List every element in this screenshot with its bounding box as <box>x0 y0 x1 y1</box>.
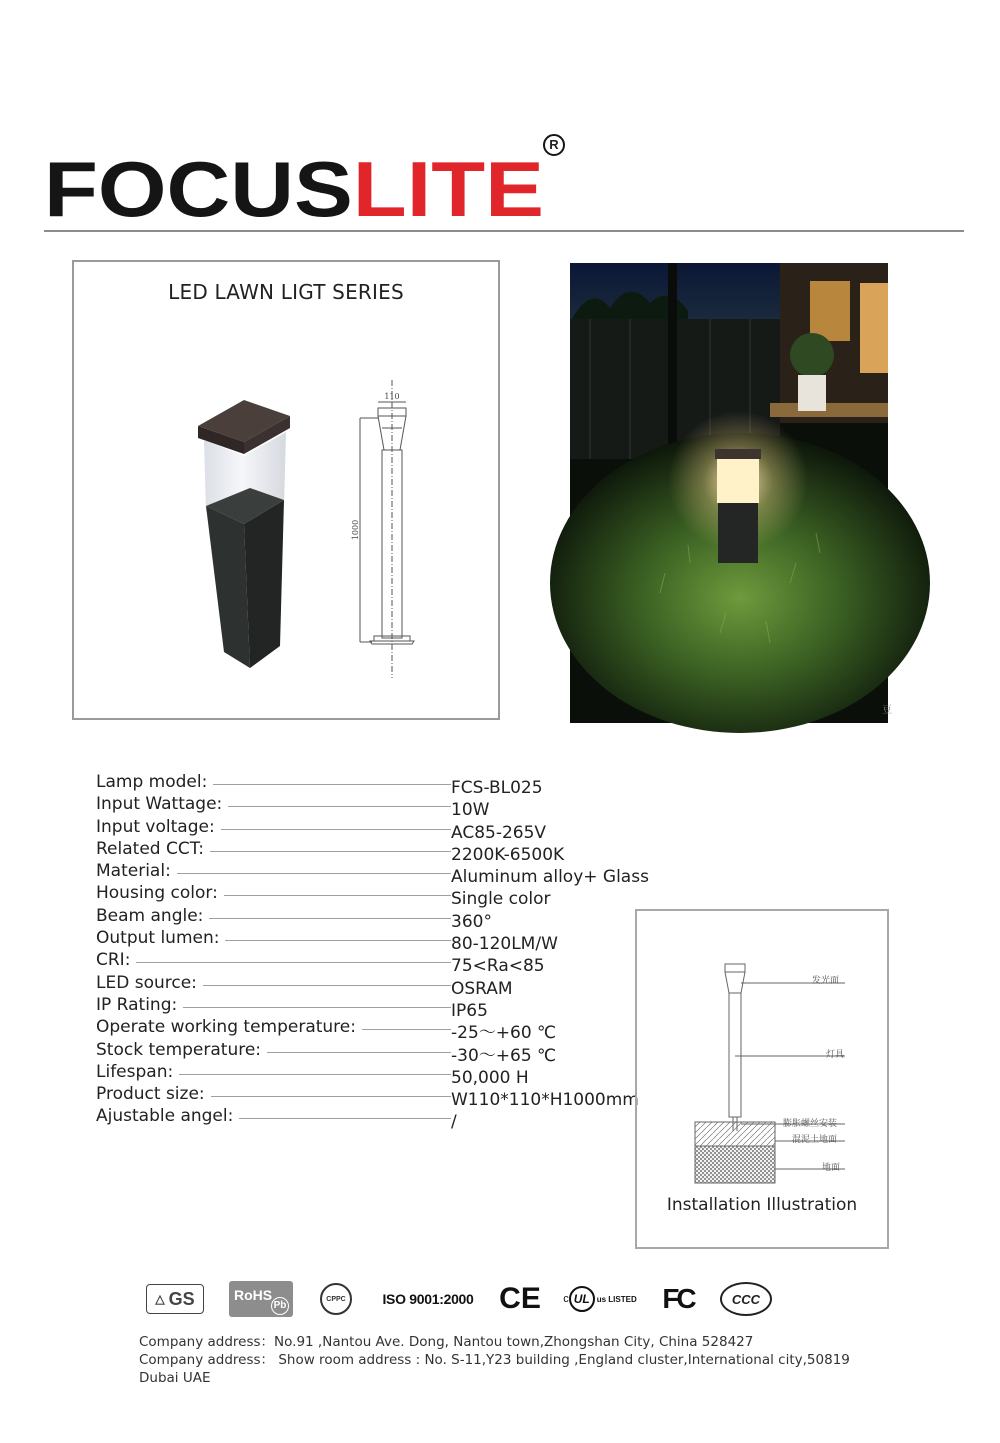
spec-leader-line <box>136 962 451 963</box>
lamp-render-image <box>194 396 294 672</box>
dim-width-label: 110 <box>384 392 400 401</box>
spec-value: Single color <box>451 889 551 910</box>
spec-row <box>96 882 656 910</box>
spec-label: Beam angle: <box>96 905 204 926</box>
spec-label: Lamp model: <box>96 772 208 792</box>
installation-caption: Installation Illustration <box>666 1195 858 1215</box>
spec-list <box>96 771 656 1133</box>
company-address-line-1: Company address：No.91 ,Nantou Ave. Dong, Nantou town,Zhongshan City, China 528427 <box>139 1334 754 1350</box>
spec-row <box>96 949 656 977</box>
rohs-cert-icon: RoHS Pb <box>228 1278 294 1320</box>
spec-label: Related CCT: <box>96 838 204 859</box>
spec-row <box>96 1016 656 1044</box>
spec-value: OSRAM <box>451 978 513 999</box>
spec-leader-line <box>213 784 451 785</box>
spec-label: IP Rating: <box>96 994 178 1015</box>
spec-value: W110*110*H1000mm <box>451 1090 639 1111</box>
footer-addresses <box>139 1333 879 1387</box>
spec-leader-line <box>228 806 451 807</box>
label-concrete-ground: 混泥土地面 <box>792 1135 838 1145</box>
spec-row <box>96 793 656 821</box>
spec-value: / <box>451 1112 457 1133</box>
svg-text:豆: 豆 <box>882 705 892 716</box>
label-ground: 地面 <box>822 1163 841 1173</box>
header-divider <box>44 230 964 232</box>
spec-row <box>96 972 656 999</box>
spec-label: Output lumen: <box>96 928 220 949</box>
registered-mark-icon: R <box>543 134 565 156</box>
spec-leader-line <box>203 985 451 986</box>
spec-row <box>96 838 656 865</box>
spec-value: IP65 <box>451 1000 488 1021</box>
spec-leader-line <box>225 940 451 941</box>
ul-cert-icon: c UL us LISTED <box>560 1278 640 1320</box>
spec-label: Product size: <box>96 1084 205 1105</box>
spec-label: Stock temperature: <box>96 1039 262 1060</box>
spec-row <box>96 816 656 843</box>
company-address-line-2: Company address： Show room address : No. S-11,Y23 building ,England cluster,International city,50819 Dubai UAE <box>139 1352 850 1386</box>
cppc-cert-icon: CPPC <box>318 1278 354 1320</box>
spec-leader-line <box>177 873 451 874</box>
night-garden-photo <box>570 263 892 723</box>
series-title: LED LAWN LIGT SERIES <box>168 280 404 304</box>
dim-height-label: 1000 <box>351 519 360 541</box>
spec-row <box>96 927 656 955</box>
gs-cert-icon: △ GS <box>146 1278 204 1320</box>
spec-leader-line <box>362 1029 451 1030</box>
spec-value: 10W <box>451 800 490 821</box>
spec-value: 50,000 H <box>451 1067 529 1088</box>
spec-value: FCS-BL025 <box>451 778 543 798</box>
spec-label: Input voltage: <box>96 816 215 837</box>
svg-text:FOCUSLITE <box>44 145 544 233</box>
ccc-cert-icon: CCC <box>718 1278 774 1320</box>
spec-label: Material: <box>96 861 171 882</box>
spec-leader-line <box>183 1007 451 1008</box>
spec-row <box>96 1105 656 1133</box>
spec-label: Lifespan: <box>96 1061 174 1082</box>
logo-dark-text: FOCUS <box>44 145 317 233</box>
dimension-drawing <box>352 380 432 680</box>
spec-label: Housing color: <box>96 883 218 904</box>
spec-row <box>96 1061 656 1088</box>
spec-value: 75<Ra<85 <box>451 956 545 977</box>
spec-leader-line <box>209 918 451 919</box>
spec-row <box>96 771 656 798</box>
logo-red-text: LITE <box>352 145 522 233</box>
iso-cert-label: ISO 9001:2000 <box>382 1291 474 1307</box>
spec-leader-line <box>179 1074 451 1075</box>
spec-leader-line <box>239 1118 451 1119</box>
spec-label: Input Wattage: <box>96 794 223 815</box>
spec-label: LED source: <box>96 972 197 993</box>
label-emitting-surface: 发光面 <box>812 976 840 986</box>
spec-leader-line <box>267 1052 451 1053</box>
spec-leader-line <box>210 851 451 852</box>
spec-row <box>96 1039 656 1066</box>
fc-cert-icon: FC <box>662 1283 694 1314</box>
label-fixture: 灯具 <box>826 1050 845 1060</box>
spec-label: Operate working temperature: <box>96 1017 356 1038</box>
spec-value: 2200K-6500K <box>451 844 565 865</box>
spec-label: CRI: <box>96 950 131 971</box>
installation-panel <box>635 909 889 1249</box>
spec-value: AC85-265V <box>451 822 547 843</box>
focuslite-logo <box>44 145 564 233</box>
spec-value: 360° <box>451 911 492 932</box>
spec-row <box>96 994 656 1021</box>
spec-label: Ajustable angel: <box>96 1106 234 1127</box>
spec-leader-line <box>211 1096 451 1097</box>
spec-value: -30～+65 ℃ <box>451 1045 557 1066</box>
spec-value: Aluminum alloy+ Glass <box>451 867 649 888</box>
spec-leader-line <box>224 895 451 896</box>
spec-value: 80-120LM/W <box>451 934 558 955</box>
spec-leader-line <box>221 829 451 830</box>
product-drawing-panel <box>72 260 500 720</box>
spec-row <box>96 860 656 888</box>
ce-cert-icon: CE <box>499 1282 541 1315</box>
label-expansion-screw: 膨胀螺丝安装 <box>783 1119 838 1129</box>
spec-row <box>96 905 656 932</box>
spec-value: -25～+60 ℃ <box>451 1023 557 1044</box>
certification-logos <box>140 1278 790 1320</box>
spec-row <box>96 1083 656 1111</box>
